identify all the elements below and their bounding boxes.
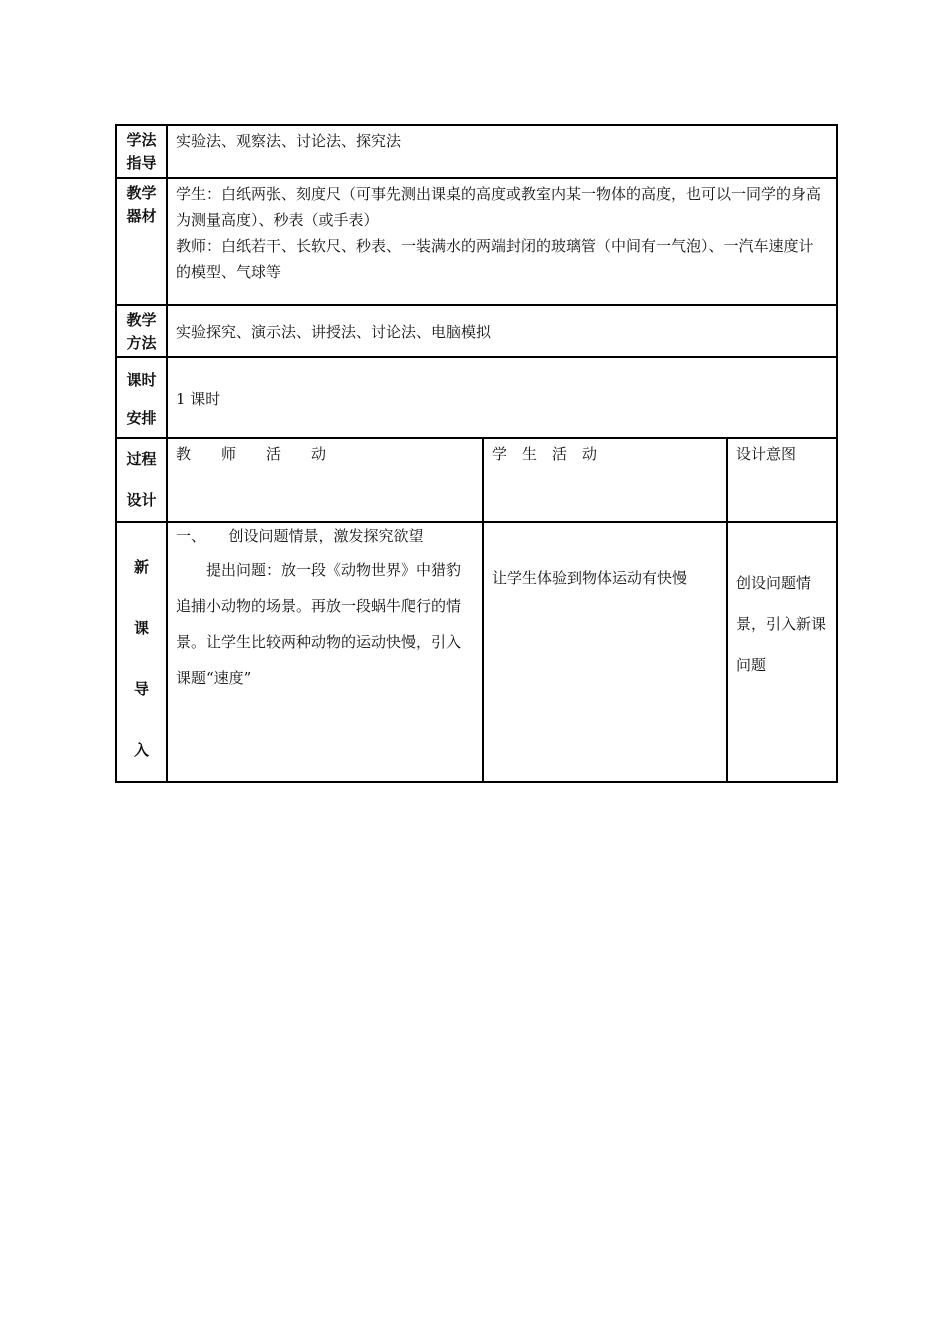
label-line: 器材 [126, 207, 157, 225]
materials-content [167, 178, 837, 305]
label-materials [116, 178, 167, 305]
teaching-method-content [167, 305, 837, 357]
row-schedule [116, 357, 837, 438]
intro-teacher-title: 一、 创设问题情景，激发探究欲望 [176, 527, 424, 545]
label-line: 方法 [126, 334, 157, 352]
schedule-content [167, 357, 837, 438]
label-line: 指导 [126, 154, 157, 172]
row-materials [116, 178, 837, 305]
study-method-content [167, 125, 837, 178]
intro-teacher-body: 提出问题：放一段《动物世界》中猎豹追捕小动物的场景。再放一段蜗牛爬行的情景。让学生比较两种动物的运动快慢，引入课题“速度” [176, 561, 462, 687]
design-intent-header: 设计意图 [736, 445, 797, 463]
label-schedule [116, 357, 167, 438]
intro-student-activity [483, 522, 727, 782]
header-design-intent [727, 438, 837, 522]
label-line: 课时 [126, 371, 157, 389]
label-study-method [116, 125, 167, 178]
intro-student-text: 让学生体验到物体运动有快慢 [492, 569, 688, 587]
label-line: 教学 [126, 184, 157, 202]
label-char: 课 [133, 619, 149, 637]
student-activity-header: 学 生 活 动 [492, 445, 598, 463]
teaching-method-text: 实验探究、演示法、讲授法、讨论法、电脑模拟 [176, 323, 492, 341]
label-process [116, 438, 167, 522]
label-line: 教学 [126, 311, 157, 329]
label-teaching-method [116, 305, 167, 357]
label-line: 学法 [126, 131, 157, 149]
row-intro [116, 522, 837, 782]
row-process [116, 438, 837, 522]
teacher-activity-header: 教 师 活 动 [176, 445, 327, 463]
intro-teacher-activity [167, 522, 483, 782]
materials-student: 学生：白纸两张、刻度尺（可事先测出课桌的高度或教室内某一物体的高度，也可以一同学的身高为测量高度）、秒表（或手表） [176, 185, 822, 229]
materials-teacher: 教师：白纸若干、长软尺、秒表、一装满水的两端封闭的玻璃管（中间有一气泡）、一汽车速度计的模型、气球等 [176, 237, 814, 281]
header-teacher-activity [167, 438, 483, 522]
label-line: 设计 [126, 491, 157, 509]
lesson-plan-table [115, 124, 838, 783]
label-char: 导 [133, 680, 149, 698]
label-char: 新 [133, 558, 149, 576]
intro-design-intent [727, 522, 837, 782]
label-char: 入 [133, 741, 149, 759]
study-method-text: 实验法、观察法、讨论法、探究法 [176, 132, 402, 150]
row-study-method [116, 125, 837, 178]
row-teaching-method [116, 305, 837, 357]
schedule-text: 1 课时 [176, 389, 221, 408]
label-line: 安排 [126, 409, 157, 427]
label-line: 过程 [126, 450, 157, 468]
label-intro [116, 522, 167, 782]
intro-intent-text: 创设问题情景，引入新课问题 [736, 574, 827, 674]
header-student-activity [483, 438, 727, 522]
